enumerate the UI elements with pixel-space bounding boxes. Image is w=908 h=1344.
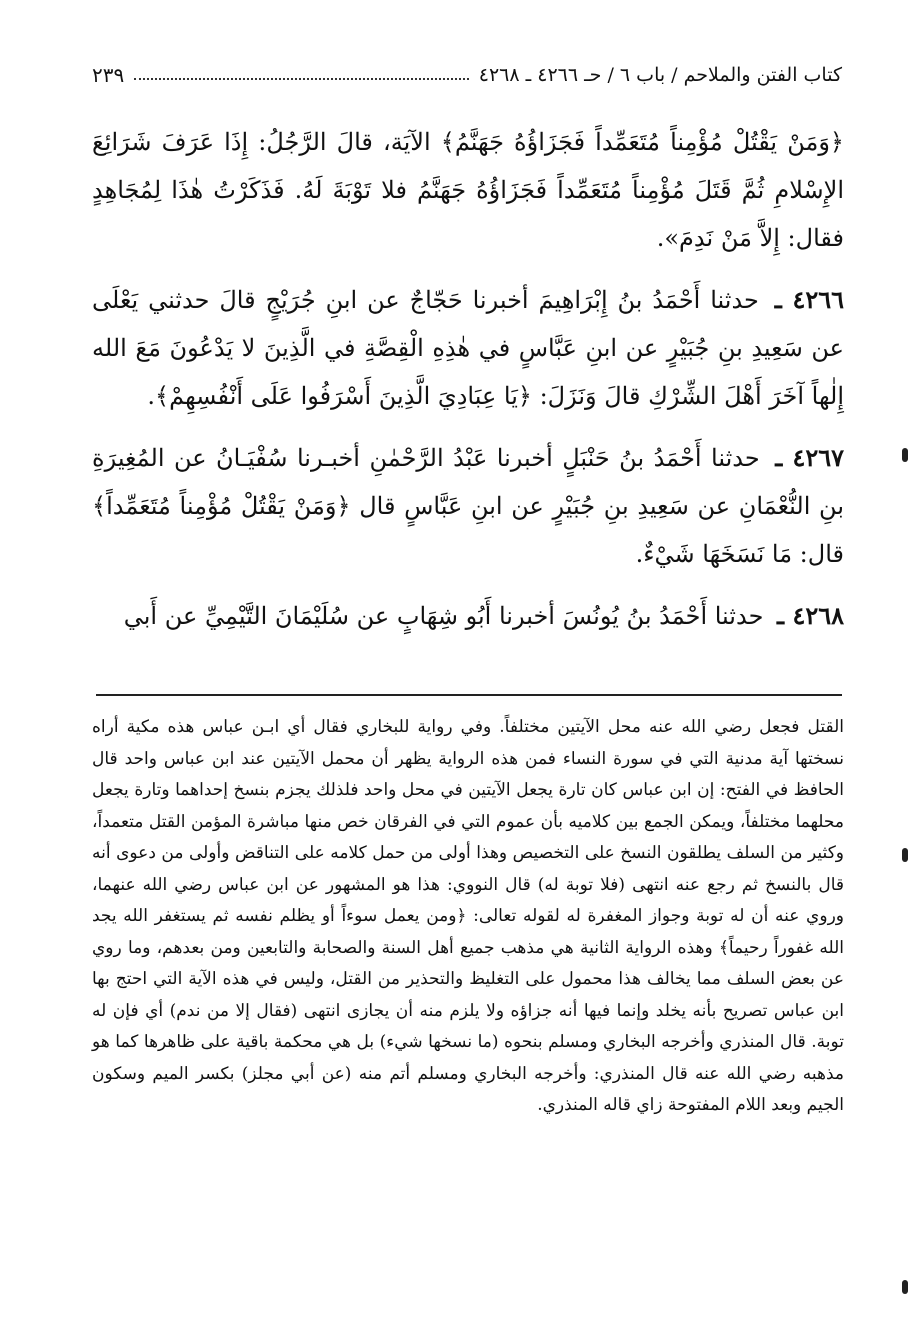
hadith-number: ٤٢٦٦ ـ	[774, 285, 845, 314]
footnote-text: القتل فجعل رضي الله عنه محل الآيتين مختلفاً. وفي رواية للبخاري فقال أي ابـن عباس هذه مكية أراه نسختها آية مدنية التي في سورة النساء فمن هذه الرواية يظهر أن محمل الآيتين عند ابن عباس واحد قال الحافظ في الفتح: إن ابن عباس كان تارة يجعل الآيتين في محل واحد فلذلك يجزم بنسخ إحداهما وتارة يجعل محلهما مختلفاً، ويمكن الجمع بين كلاميه بأن عموم التي في الفرقان خص منها مباشرة المؤمن القتل متعمداً، وكثير من السلف يطلقون النسخ على التخصيص وهذا أولى من حمل كلامه على التناقض وأولى من دعوى أنه قال بالنسخ ثم رجع عنه انتهى (فلا توبة له) قال النووي: هذا هو المشهور عن ابن عباس رضي الله عنهما، وروي عنه أن له توبة وجواز المغفرة له لقوله تعالى: ﴿ومن يعمل سوءاً أو يظلم نفسه ثم يستغفر الله يجد الله غفوراً رحيماً﴾ وهذه الرواية الثانية هي مذهب جميع أهل السنة والصحابة والتابعين ومن بعدهم، وما روي عن بعض السلف مما يخالف هذا محمول على التغليظ والتحذير من القتل، وليس في هذه الآية التي احتج بها ابن عباس تصريح بأنه يخلد وإنما فيها أنه جزاؤه ولا يلزم منه أن يجازى انتهى (فقال إلا من ندم) أي فإن له توبة. قال المنذري وأخرجه البخاري ومسلم بنحوه (ما نسخها شيء) بل هي محكمة باقية على ظاهرها كما هو مذهبه رضي الله عنه قال المنذري: وأخرجه البخاري ومسلم أتم منه (عن أبي مجلز) بكسر الميم وسكون الجيم وبعد اللام المفتوحة زاي قاله المنذري.	[92, 717, 844, 1115]
hadith-4267	[92, 434, 844, 578]
scan-edge-mark	[902, 848, 908, 862]
scan-edge-mark	[902, 448, 908, 462]
page-number: ٢٣٩	[92, 63, 125, 87]
hadith-number: ٤٢٦٨ ـ	[777, 601, 844, 630]
hadith-text: حدثنا أَحْمَدُ بنُ حَنْبَلٍ أخبرنا عَبْدُ الرَّحْمٰنِ أخبـرنا سُفْيَـانُ عن المُغِيرَةِ بنِ النُّعْمَانِ عن سَعِيدِ بنِ جُبَيْرٍ عن ابنِ عَبَّاسٍ قال ﴿وَمَنْ يَقْتُلْ مُؤْمِناً مُتَعَمِّداً﴾ قال: مَا نَسَخَهَا شَيْءٌ.	[92, 444, 844, 568]
hadith-4266	[92, 276, 844, 420]
hadith-text: حدثنا أَحْمَدُ بنُ إِبْرَاهِيمَ أخبرنا حَجّاجٌ عن ابنِ جُرَيْجٍ قالَ حدثني يَعْلَى عن سَعِيدِ بنِ جُبَيْرٍ عن ابنِ عَبَّاسٍ في هٰذِهِ الْقِصَّةِ في الَّذِينَ لا يَدْعُونَ مَعَ الله إِلٰهاً آخَرَ أَهْلَ الشِّرْكِ قالَ وَنَزَلَ: ﴿يَا عِبَادِيَ الَّذِينَ أَسْرَفُوا عَلَى أَنْفُسِهِمْ﴾.	[92, 286, 844, 410]
hadith-number: ٤٢٦٧ ـ	[775, 443, 844, 472]
intro-paragraph: ﴿وَمَنْ يَقْتُلْ مُؤْمِناً مُتَعَمِّداً فَجَزَاؤُهُ جَهَنَّمُ﴾ الآيَة، قالَ الرَّجُلُ: إِذَا عَرَفَ شَرَائِعَ الإِسْلامِ ثُمَّ قَتَلَ مُؤْمِناً مُتَعَمِّداً فَجَزَاؤُهُ جَهَنَّمُ فلا تَوْبَةَ لَهُ. فَذَكَرْتُ هٰذَا لِمُجَاهِدٍ فقال: إِلاَّ مَنْ نَدِمَ».	[92, 128, 844, 252]
header-leader-dots	[134, 78, 469, 80]
footnote-divider	[96, 694, 842, 696]
main-text	[92, 118, 844, 654]
scan-edge-mark	[902, 1280, 908, 1294]
hadith-4268	[92, 592, 844, 640]
header-title: كتاب الفتن والملاحم / باب ٦ / حـ ٤٢٦٦ ـ ٤٢٦٨	[478, 64, 842, 86]
footnote-block	[92, 712, 844, 1122]
hadith-text: حدثنا أَحْمَدُ بنُ يُونُسَ أخبرنا أَبُو شِهَابٍ عن سُلَيْمَانَ التَّيْمِيِّ عن أَبي	[123, 602, 764, 630]
running-header	[92, 58, 842, 92]
